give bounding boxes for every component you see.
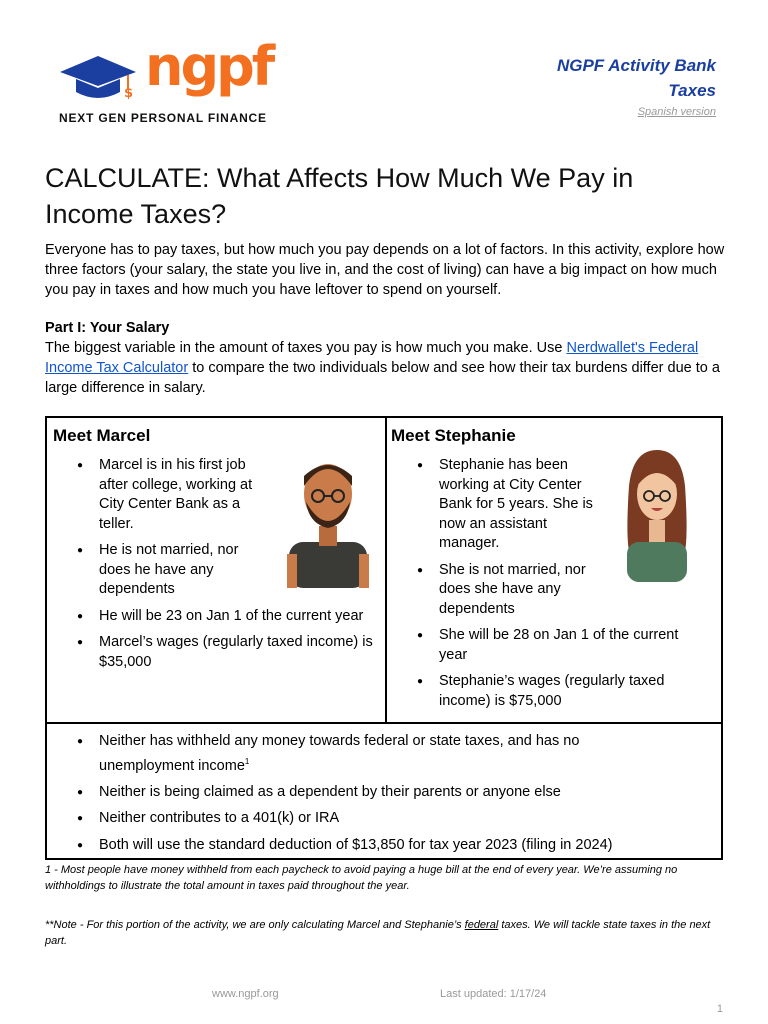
page-number: 1: [716, 1003, 723, 1015]
list-item: ● Neither contributes to a 401(k) or IRA: [51, 809, 711, 829]
intro-paragraph: Everyone has to pay taxes, but how much you pay depends on a lot of factors. In this activity, explore how three factors (your salary, the state you live in, and the cost of living) can have a big impact on how much you pay in taxes and how much you have leftover to spend on yourself.: [45, 242, 725, 298]
list-item: ● He is not married, nor does he have any dependents: [51, 541, 259, 600]
logo-wordmark[interactable]: ngpf: [145, 35, 273, 98]
table-divider-vertical: [385, 418, 387, 722]
header-right: [557, 53, 716, 121]
stephanie-heading: Meet Stephanie: [391, 426, 516, 445]
list-item: ● Both will use the standard deduction of $13,850 for tax year 2023 (filing in 2024): [51, 836, 711, 856]
list-item: ● He will be 23 on Jan 1 of the current year: [51, 607, 376, 627]
list-item: ● She is not married, nor does she have any dependents: [391, 561, 604, 620]
footnote: 1 - Most people have money withheld from each paycheck to avoid paying a huge bill at the end of every year. We’re assuming no withholdings to illustrate the total amount in taxes paid throughout the year.: [45, 864, 678, 892]
part1-heading: Part I: Your Salary: [45, 320, 170, 336]
spanish-version-link[interactable]: Spanish version: [637, 106, 716, 118]
list-item: ● She will be 28 on Jan 1 of the current year: [391, 626, 704, 665]
list-item: ● Neither is being claimed as a dependent by their parents or anyone else: [51, 783, 711, 803]
stephanie-avatar: [621, 446, 693, 582]
marcel-avatar: [287, 454, 369, 588]
marcel-heading: Meet Marcel: [53, 426, 151, 445]
activity-bank-label: NGPF Activity Bank: [556, 56, 716, 75]
shared-list: [51, 732, 711, 862]
part1-section: [45, 318, 725, 398]
list-item: ● Stephanie has been working at City Center Bank for 5 years. She is now an assistant manager.: [391, 456, 604, 554]
footer-website[interactable]: www.ngpf.org: [212, 988, 279, 1000]
table-divider-horizontal: [47, 722, 721, 724]
note: **Note - For this portion of the activity, we are only calculating Marcel and Stephanie’s federal taxes. We will tackle state taxes in the next part.: [45, 919, 711, 947]
nerdwallet-calculator-link[interactable]: Nerdwallet's Federal Income Tax Calculator: [45, 340, 699, 376]
list-item: ● Stephanie’s wages (regularly taxed income) is $75,000: [391, 672, 689, 711]
footer-updated: Last updated: 1/17/24: [440, 988, 547, 1000]
comparison-table: [45, 416, 723, 860]
svg-text:$: $: [124, 86, 134, 101]
part1-text-after: to compare the two individuals below and see how their tax burdens differ due to a large difference in salary.: [45, 360, 720, 396]
page-title: CALCULATE: What Affects How Much We Pay in Income Taxes?: [45, 163, 634, 229]
list-item: ● Marcel’s wages (regularly taxed income) is $35,000: [51, 633, 379, 672]
list-item: ● Marcel is in his first job after college, working at City Center Bank as a teller.: [51, 456, 269, 534]
footnote-ref: 1: [244, 756, 250, 766]
topic-label: Taxes: [668, 81, 716, 100]
logo-subtitle: NEXT GEN PERSONAL FINANCE: [59, 111, 267, 125]
list-item: ● Neither has withheld any money towards federal or state taxes, and has no unemployment income$^1$: [51, 732, 659, 776]
part1-text-before: The biggest variable in the amount of taxes you pay is how much you make. Use: [45, 340, 567, 356]
